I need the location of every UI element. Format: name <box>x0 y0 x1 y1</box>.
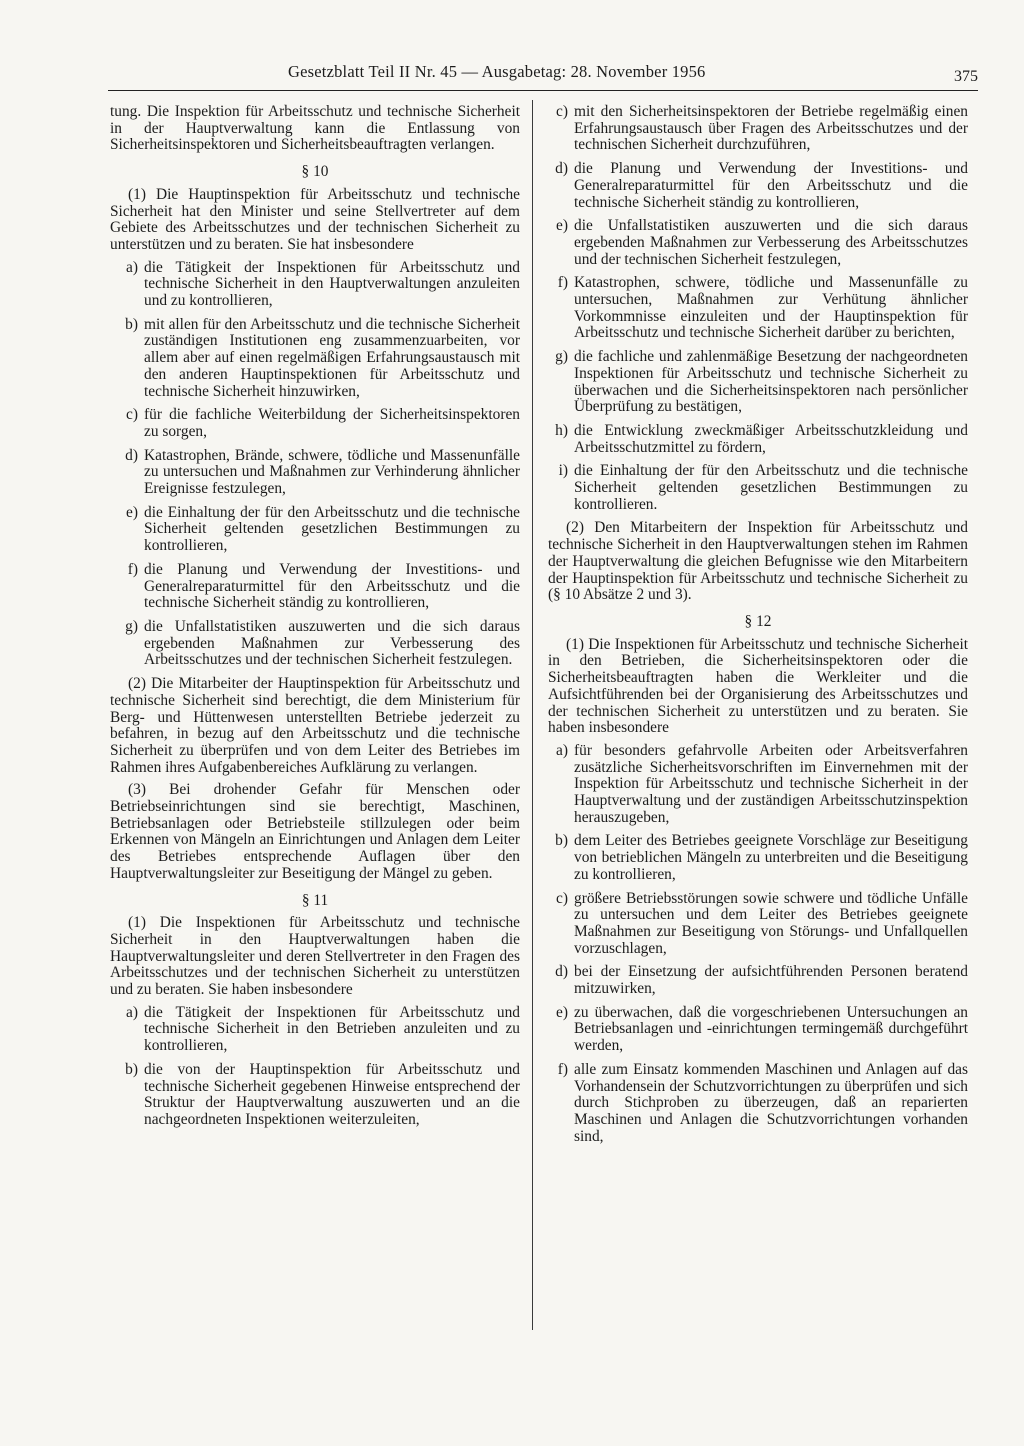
list-item-label: d) <box>125 446 138 464</box>
list-item-text: die Planung und Verwendung der Investitions- und Generalreparaturmittel für den Arbeitsschutz und die technische Sicherheit ständig zu kontrollieren, <box>574 160 968 211</box>
list-item-label: b) <box>555 832 568 850</box>
list-item <box>110 317 520 401</box>
list-item-text: für besonders gefahrvolle Arbeiten oder Arbeitsverfahren zusätzliche Sicherheitsvorschriften im Einvernehmen mit der Inspektion für Arbeitsschutz und technische Sicherheit in der Hauptverwaltung und der zuständigen Arbeitsschutzinspektion herauszugeben, <box>574 741 968 826</box>
list-item <box>548 275 968 342</box>
list-item-text: die Einhaltung der für den Arbeitsschutz und die technische Sicherheit geltenden gesetzlichen Bestimmungen zu kontrollieren, <box>144 503 520 555</box>
list-item-label: a) <box>556 741 568 759</box>
list-item-label: h) <box>555 421 568 439</box>
list-item-label: d) <box>555 160 568 178</box>
list-item-text: die von der Hauptinspektion für Arbeitsschutz und technische Sicherheit gegebenen Hinweise entsprechend der Struktur der Hauptverwaltung auszuwerten und an die nachgeordneten Inspektionen weiterzuleiten, <box>144 1060 520 1128</box>
list-item-label: e) <box>556 217 568 235</box>
list-item <box>110 505 520 555</box>
list-item <box>110 407 520 440</box>
list-item <box>548 833 968 883</box>
list-item-text: die Unfallstatistiken auszuwerten und die sich daraus ergebenden Maßnahmen zur Verbesserung des Arbeitsschutzes und der technischen Sicherheit festzulegen, <box>574 217 968 268</box>
list-item-text: die Tätigkeit der Inspektionen für Arbeitsschutz und technische Sicherheit in den Hauptverwaltungen anzuleiten und zu kontrollieren, <box>144 258 520 310</box>
list-item-text: für die fachliche Weiterbildung der Sicherheitsinspektoren zu sorgen, <box>144 406 520 440</box>
section-10-paragraph-1: (1) Die Hauptinspektion für Arbeitsschutz und technische Sicherheit hat den Minister und seine Stellvertreter auf dem Gebiete des Arbeitsschutzes und der technischen Sicherheit zu unterstützen und zu beraten. Sie hat insbesondere <box>110 185 520 253</box>
list-item-text: alle zum Einsatz kommenden Maschinen und Anlagen auf das Vorhandensein der Schutzvorrichtungen zu überprüfen und sich durch Stichproben zu überzeugen, daß an reparierten Maschinen und Anlagen die Schutzvorrichtungen vorhanden sind, <box>574 1060 968 1145</box>
section-10-paragraph-3: (3) Bei drohender Gefahr für Menschen oder Betriebseinrichtungen sind sie berechtigt, Maschinen, Betriebsanlagen oder Betriebsteile stillzulegen oder beim Erkennen von Mängeln an Einrichtungen und Anlagen dem Leiter des Betriebes entsprechende Auflagen über den Hauptverwaltungsleiter zur Beseitigung der Mängel zu geben. <box>110 781 520 882</box>
list-item <box>110 1005 520 1055</box>
list-item-text: mit den Sicherheitsinspektoren der Betriebe regelmäßig einen Erfahrungsaustausch über Fragen des Arbeitsschutzes und der technischen Sicherheit durchzuführen, <box>574 103 968 154</box>
list-item-label: c) <box>126 406 138 424</box>
list-item <box>110 1062 520 1129</box>
right-column <box>548 104 968 1152</box>
list-item-label: d) <box>555 963 568 981</box>
list-item <box>548 743 968 827</box>
header-title: Gesetzblatt Teil II Nr. 45 — Ausgabetag: 28. November 1956 <box>288 62 706 81</box>
list-item <box>110 562 520 612</box>
list-item <box>548 104 968 154</box>
list-item-label: f) <box>557 1060 568 1078</box>
list-item-label: c) <box>556 889 568 907</box>
section-12-heading: § 12 <box>744 612 772 630</box>
list-item-text: die fachliche und zahlenmäßige Besetzung der nachgeordneten Inspektionen für Arbeitsschutz und technische Sicherheit zu überwachen und die Sicherheitsinspektoren nach persönlicher Überprüfung zu bestätigen, <box>574 348 968 416</box>
list-item-text: mit allen für den Arbeitsschutz und die technische Sicherheit zuständigen Institutionen eng zusammenzuarbeiten, vor allem aber auf einen regelmäßigen Erfahrungsaustausch mit den anderen Hauptinspektionen für Arbeitsschutz und technische Sicherheit hinzuwirken, <box>144 315 520 400</box>
list-item-label: b) <box>125 1060 138 1078</box>
list-item <box>548 463 968 513</box>
list-item-label: e) <box>556 1003 568 1021</box>
list-item <box>548 891 968 958</box>
list-item <box>110 448 520 498</box>
section-11-paragraph-1: (1) Die Inspektionen für Arbeitsschutz und technische Sicherheit in den Hauptverwaltungen haben die Hauptverwaltungsleiter und deren Stellvertreter in den Fragen des Arbeitsschutzes und der technischen Sicherheit zu unterstützen und zu beraten. Sie haben insbesondere <box>110 914 520 999</box>
list-item-text: die Einhaltung der für den Arbeitsschutz und die technische Sicherheit geltenden gesetzlichen Bestimmungen zu kontrollieren. <box>574 462 968 513</box>
list-item <box>548 349 968 416</box>
list-item-label: f) <box>127 560 138 578</box>
list-item-label: c) <box>556 103 568 120</box>
list-item-text: größere Betriebsstörungen sowie schwere und tödliche Unfälle zu untersuchen und dem Leiter des Betriebes geeignete Maßnahmen zur Beseitigung von Störungs- und Unfallquellen vorzuschlagen, <box>574 889 968 957</box>
list-item <box>110 619 520 669</box>
section-12-paragraph-1: (1) Die Inspektionen für Arbeitsschutz und technische Sicherheit in den Betrieben, die Sicherheitsinspektoren oder die Sicherheitsbeauftragten haben die Werkleiter und die Aufsichtführenden bei der Organisierung des Arbeitsschutzes und der technischen Sicherheit zu unterstützen und zu beraten. Sie haben insbesondere <box>548 635 968 737</box>
list-item <box>548 423 968 456</box>
list-item <box>110 260 520 310</box>
list-item-label: f) <box>557 274 568 292</box>
page-header <box>108 58 978 91</box>
column-divider <box>532 100 533 1330</box>
list-item-label: g) <box>125 617 138 635</box>
list-item-text: Katastrophen, schwere, tödliche und Massenunfälle zu untersuchen, Maßnahmen zur Verhütung ähnlicher Vorkommnisse einzuleiten und der Hauptinspektion für Arbeitsschutz und technische Sicherheit darüber zu berichten, <box>574 274 968 342</box>
page-number: 375 <box>954 68 978 85</box>
list-item-text: dem Leiter des Betriebes geeignete Vorschläge zur Beseitigung von betrieblichen Mängeln zu unterbreiten und die Beseitigung zu kontrollieren, <box>574 832 968 883</box>
section-10-heading: § 10 <box>301 163 329 181</box>
list-item-label: i) <box>558 462 568 480</box>
intro-paragraph: tung. Die Inspektion für Arbeitsschutz und technische Sicherheit in der Hauptverwaltung kann die Entlassung von Sicherheitsinspektoren und Sicherheitsbeauftragten verlangen. <box>110 103 520 154</box>
list-item-text: die Entwicklung zweckmäßiger Arbeitsschutzkleidung und Arbeitsschutzmittel zu fördern, <box>574 421 968 456</box>
list-item-text: Katastrophen, Brände, schwere, tödliche und Massenunfälle zu untersuchen und Maßnahmen zur Verhinderung ähnlicher Ereignisse festzulegen, <box>144 446 520 498</box>
list-item-text: die Unfallstatistiken auszuwerten und die sich daraus ergebenden Maßnahmen zur Verbesserung des Arbeitsschutzes und der technischen Sicherheit festzulegen. <box>144 617 520 669</box>
list-item-text: die Tätigkeit der Inspektionen für Arbeitsschutz und technische Sicherheit in den Betrieben anzuleiten und zu kontrollieren, <box>144 1003 520 1055</box>
list-item-label: b) <box>125 315 138 333</box>
list-item-text: bei der Einsetzung der aufsichtführenden Personen beratend mitzuwirken, <box>574 963 968 998</box>
list-item <box>548 964 968 997</box>
list-item <box>548 161 968 211</box>
section-10-paragraph-2: (2) Die Mitarbeiter der Hauptinspektion für Arbeitsschutz und technische Sicherheit sind berechtigt, die dem Ministerium für Berg- und Hüttenwesen unterstellten Betriebe jederzeit zu befahren, in bezug auf den Arbeitsschutz und die technische Sicherheit zu überprüfen und von dem Leiter des Betriebes im Rahmen ihres Aufgabenbereiches Aufklärung zu verlangen. <box>110 675 520 776</box>
section-11-heading: § 11 <box>301 891 329 909</box>
list-item-text: die Planung und Verwendung der Investitions- und Generalreparaturmittel für den Arbeitsschutz und die technische Sicherheit ständig zu kontrollieren, <box>144 560 520 612</box>
list-item-label: e) <box>126 503 138 521</box>
list-item-text: zu überwachen, daß die vorgeschriebenen Untersuchungen an Betriebsanlagen und -einrichtungen termingemäß durchgeführt werden, <box>574 1003 968 1055</box>
list-item <box>548 1005 968 1055</box>
list-item-label: g) <box>555 348 568 366</box>
list-item-label: a) <box>126 1003 138 1021</box>
list-item-label: a) <box>126 258 138 276</box>
list-item <box>548 1062 968 1146</box>
left-column <box>110 104 520 1136</box>
list-item <box>548 218 968 268</box>
section-11-paragraph-2: (2) Den Mitarbeitern der Inspektion für Arbeitsschutz und technische Sicherheit in den Hauptverwaltungen stehen im Rahmen der Hauptverwaltung die gleichen Befugnisse wie den Mitarbeitern der Hauptinspektion für Arbeitsschutz und technische Sicherheit zu (§ 10 Absätze 2 und 3). <box>548 519 968 604</box>
